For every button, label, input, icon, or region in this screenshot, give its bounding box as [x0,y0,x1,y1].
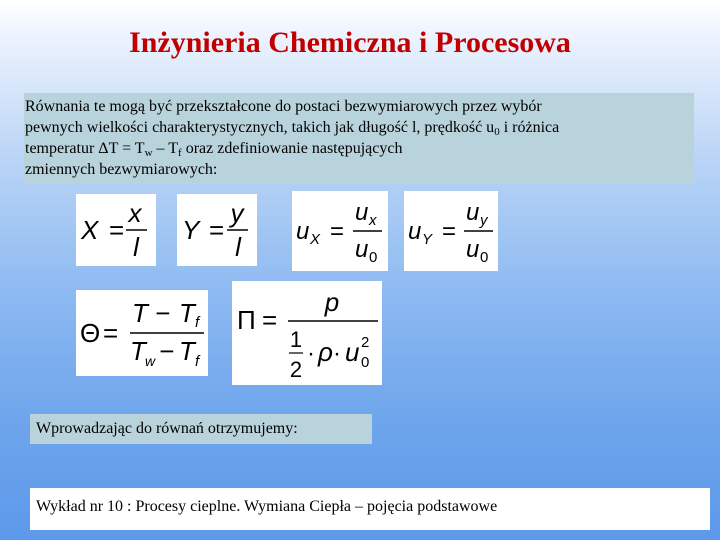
formula-uy-eq: = [442,218,457,245]
formula-y [177,194,257,266]
intro-line-2: pewnych wielkości charakterystycznych, takich jak długość l, prędkość $u_0$ i różnica [25,119,560,138]
formula-theta-svg [76,290,208,376]
intro-line-4: zmiennych bezwymiarowych: [25,161,218,178]
formula-ux [292,191,388,271]
intro-line-3: temperatur $\Delta T = T_w - T_f$ oraz zdefiniowanie następujących [25,140,403,159]
formula-theta-den-b-sub: f [195,353,200,370]
formula-pi-lhs: Π [237,305,256,335]
formula-theta-lhs: Θ [80,318,101,348]
formula-uy-lhs-sub: Y [422,231,433,248]
formula-pi-rho: ρ [318,337,333,367]
formula-y-num: y [230,198,244,228]
formula-theta-num-a: T [132,298,148,328]
formula-pi-u: u [345,337,360,367]
formula-theta-den-minus: − [152,336,182,366]
formula-ux-den: u [355,236,369,263]
note-text-box: Wprowadzając do równań otrzymujemy: [30,414,372,444]
formula-theta-den-a-sub: w [145,353,156,369]
formula-theta-den-a: T [130,336,146,366]
formula-x-svg [76,194,156,266]
formula-uy-num-sub: y [480,212,488,229]
formula-y-eq: = [209,215,225,245]
formula-uy [404,191,498,271]
formula-ux-eq: = [330,218,345,245]
formula-pi-num: p [324,287,340,317]
intro-line-1: Równania te mogą być przekształcone do postaci bezwymiarowych przez wybór [25,98,542,115]
formula-x-num: x [128,198,142,228]
formula-theta-num-minus: − [148,298,178,328]
formula-ux-svg [292,191,388,271]
formula-ux-num-sub: x [369,212,377,229]
formula-theta-num-b: T [179,298,195,328]
formula-ux-lhs-sub: X [310,231,321,248]
formula-pi-u-sup: 2 [361,334,370,351]
formula-uy-lhs: u [408,218,422,245]
formula-ux-den-sub: 0 [369,249,378,266]
formula-x-lhs: X [81,215,99,245]
formula-ux-num: u [355,199,369,226]
formula-theta-num-b-sub: f [195,314,200,331]
formula-uy-den-sub: 0 [480,249,489,266]
formula-x-den: l [133,232,139,262]
formula-pi-dot2: · [333,340,341,367]
formula-y-lhs: Y [182,215,200,245]
slide-title: Inżynieria Chemiczna i Procesowa [129,26,571,59]
formula-y-den: l [235,232,241,262]
formula-ux-lhs: u [296,218,310,245]
formula-x-eq: = [109,215,125,245]
formula-x [76,194,156,266]
formula-pi-u-sub: 0 [361,354,370,371]
formula-pi [232,281,382,385]
formula-uy-num: u [466,199,480,226]
formula-pi-eq: = [262,305,278,335]
footer-text-box: Wykład nr 10 : Procesy cieplne. Wymiana Ciepła – pojęcia podstawowe [30,488,710,530]
formula-uy-den: u [466,236,480,263]
formula-y-svg [177,194,257,266]
intro-text-box [24,93,694,184]
formula-pi-svg [232,281,382,385]
formula-theta-den-b: T [179,336,195,366]
formula-pi-half-den: 2 [289,357,303,382]
formula-pi-half-num: 1 [289,327,303,352]
formula-theta [76,290,208,376]
formula-theta-eq: = [103,318,119,348]
formula-pi-dot1: · [307,340,315,367]
formula-uy-svg [404,191,498,271]
